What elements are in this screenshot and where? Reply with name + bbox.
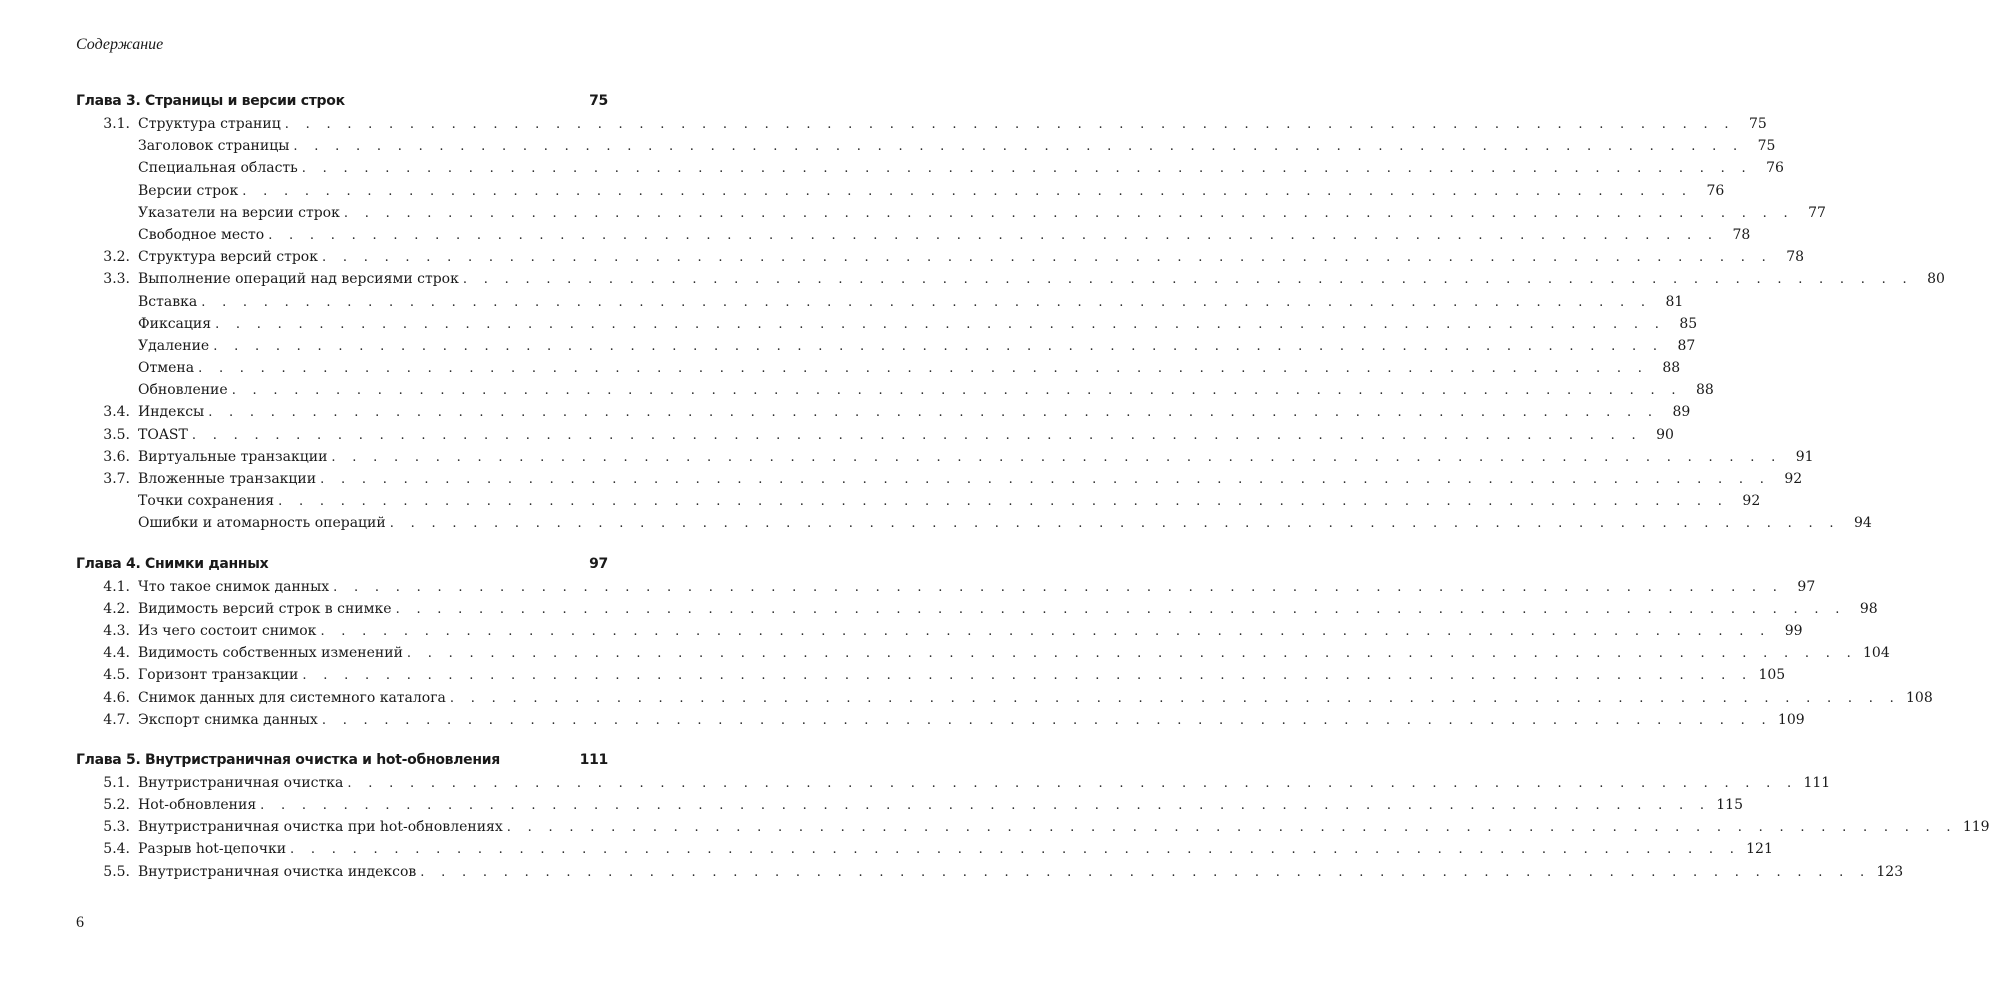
section-number: 4.2. <box>103 600 130 617</box>
toc-section-entry[interactable] <box>76 246 1805 268</box>
dot-leader: . . . . . . . . . . . . . . . . . . . . . . . . . . . . . . . . . . . . . . . . . . . . . . . . . . . . . . . . . . . . . . . . . . . . . . <box>301 161 1752 177</box>
dot-leader: . . . . . . . . . . . . . . . . . . . . . . . . . . . . . . . . . . . . . . . . . . . . . . . . . . . . . . . . . . . . . . . . . . . . . . <box>260 798 1711 814</box>
dot-leader: . . . . . . . . . . . . . . . . . . . . . . . . . . . . . . . . . . . . . . . . . . . . . . . . . . . . . . . . . . . . . . . . . . . . . . <box>231 383 1682 399</box>
section-page: 91 <box>1795 448 1814 465</box>
section-number: 4.7. <box>103 711 130 728</box>
section-page: 75 <box>1748 116 1767 132</box>
section-number: 5.2. <box>103 797 130 814</box>
section-page: 92 <box>1784 471 1803 487</box>
section-page: 90 <box>1656 426 1674 443</box>
chapter-spacer <box>76 535 608 552</box>
section-title: Удаление <box>138 337 210 354</box>
section-title: Что такое снимок данных <box>138 578 330 595</box>
dot-leader: . . . . . . . . . . . . . . . . . . . . . . . . . . . . . . . . . . . . . . . . . . . . . . . . . . . . . . . . . . . . . . . . . . . . . . <box>278 494 1729 510</box>
chapter-page: 97 <box>589 555 608 572</box>
section-page: 80 <box>1927 271 1945 288</box>
section-page: 109 <box>1777 711 1805 728</box>
section-title: Обновление <box>138 382 228 399</box>
section-page: 97 <box>1797 578 1816 595</box>
running-head: Содержание <box>76 36 164 53</box>
toc-subsection-entry[interactable] <box>76 180 1725 202</box>
section-page: 119 <box>1962 819 1990 836</box>
chapter-page: 111 <box>579 751 608 768</box>
chapter-page: 75 <box>589 93 608 109</box>
dot-leader: . . . . . . . . . . . . . . . . . . . . . . . . . . . . . . . . . . . . . . . . . . . . . . . . . . . . . . . . . . . . . . . . . . . . . . <box>321 250 1773 266</box>
section-number: 3.5. <box>103 426 130 443</box>
dot-leader: . . . . . . . . . . . . . . . . . . . . . . . . . . . . . . . . . . . . . . . . . . . . . . . . . . . . . . . . . . . . . . . . . . . . . . <box>198 361 1649 377</box>
section-title: Hot-обновления <box>138 797 257 814</box>
section-page: 85 <box>1679 315 1698 332</box>
dot-leader: . . . . . . . . . . . . . . . . . . . . . . . . . . . . . . . . . . . . . . . . . . . . . . . . . . . . . . . . . . . . . . . . . . . . . . <box>242 183 1693 199</box>
section-page: 75 <box>1757 138 1776 155</box>
toc-subsection-entry[interactable] <box>76 202 1826 224</box>
section-title: Из чего состоит снимок <box>138 622 317 639</box>
chapter-title: Глава 3. Страницы и версии строк <box>76 93 345 109</box>
chapter-spacer <box>76 731 608 748</box>
chapter-heading[interactable] <box>76 89 608 113</box>
section-title: Заголовок страницы <box>138 138 290 155</box>
dot-leader: . . . . . . . . . . . . . . . . . . . . . . . . . . . . . . . . . . . . . . . . . . . . . . . . . . . . . . . . . . . . . . . . . . . . . . <box>449 690 1900 706</box>
section-title: Указатели на версии строк <box>138 204 340 221</box>
section-title: Внутристраничная очистка <box>138 774 344 791</box>
page-number: 6 <box>76 914 84 931</box>
section-number: 5.1. <box>103 774 130 791</box>
section-page: 92 <box>1742 493 1761 510</box>
section-page: 81 <box>1665 293 1684 310</box>
section-title: Специальная область <box>138 160 298 177</box>
section-number: 3.1. <box>103 116 130 132</box>
section-title: Выполнение операций над версиями строк <box>138 271 459 288</box>
section-page: 78 <box>1732 226 1751 243</box>
dot-leader: . . . . . . . . . . . . . . . . . . . . . . . . . . . . . . . . . . . . . . . . . . . . . . . . . . . . . . . . . . . . . . . . . . . . . . <box>331 449 1782 465</box>
section-title: Индексы <box>138 404 205 421</box>
section-page: 98 <box>1859 600 1878 617</box>
section-number: 5.4. <box>103 841 130 858</box>
section-page: 88 <box>1662 360 1681 377</box>
section-number: 4.5. <box>103 667 130 684</box>
section-title: Вложенные транзакции <box>138 471 317 487</box>
dot-leader: . . . . . . . . . . . . . . . . . . . . . . . . . . . . . . . . . . . . . . . . . . . . . . . . . . . . . . . . . . . . . . . . . . . . . . <box>302 668 1753 684</box>
dot-leader: . . . . . . . . . . . . . . . . . . . . . . . . . . . . . . . . . . . . . . . . . . . . . . . . . . . . . . . . . . . . . . . . . . . . . . <box>293 139 1744 155</box>
section-number: 4.3. <box>103 622 130 639</box>
toc-section-entry[interactable] <box>76 709 1805 731</box>
toc-section-entry[interactable] <box>76 620 1803 642</box>
toc-section-entry[interactable] <box>76 687 1933 709</box>
toc-section-entry[interactable] <box>76 401 1691 423</box>
dot-leader: . . . . . . . . . . . . . . . . . . . . . . . . . . . . . . . . . . . . . . . . . . . . . . . . . . . . . . . . . . . . . . . . . . . . . . <box>321 712 1772 728</box>
dot-leader: . . . . . . . . . . . . . . . . . . . . . . . . . . . . . . . . . . . . . . . . . . . . . . . . . . . . . . . . . . . . . . . . . . . . . . <box>191 427 1642 443</box>
section-number: 4.1. <box>103 578 130 595</box>
chapter-heading[interactable] <box>76 748 608 772</box>
dot-leader: . . . . . . . . . . . . . . . . . . . . . . . . . . . . . . . . . . . . . . . . . . . . . . . . . . . . . . . . . . . . . . . . . . . . . . <box>268 227 1719 243</box>
toc-section-entry[interactable] <box>76 598 1878 620</box>
dot-leader: . . . . . . . . . . . . . . . . . . . . . . . . . . . . . . . . . . . . . . . . . . . . . . . . . . . . . . . . . . . . . . . . . . . . . . <box>215 316 1666 332</box>
section-page: 105 <box>1758 667 1786 684</box>
dot-leader: . . . . . . . . . . . . . . . . . . . . . . . . . . . . . . . . . . . . . . . . . . . . . . . . . . . . . . . . . . . . . . . . . . . . . . <box>284 117 1735 132</box>
section-page: 76 <box>1766 160 1784 177</box>
section-number: 5.3. <box>103 819 130 836</box>
dot-leader: . . . . . . . . . . . . . . . . . . . . . . . . . . . . . . . . . . . . . . . . . . . . . . . . . . . . . . . . . . . . . . . . . . . . . . <box>406 646 1857 662</box>
toc-subsection-entry[interactable] <box>76 335 1696 357</box>
dot-leader: . . . . . . . . . . . . . . . . . . . . . . . . . . . . . . . . . . . . . . . . . . . . . . . . . . . . . . . . . . . . . . . . . . . . . . <box>420 864 1871 880</box>
section-title: Внутристраничная очистка индексов <box>138 863 417 880</box>
toc-section-entry[interactable] <box>76 642 1890 664</box>
toc-section-entry[interactable] <box>76 576 1816 598</box>
dot-leader: . . . . . . . . . . . . . . . . . . . . . . . . . . . . . . . . . . . . . . . . . . . . . . . . . . . . . . . . . . . . . . . . . . . . . . <box>320 472 1771 487</box>
section-title: Видимость версий строк в снимке <box>138 600 392 617</box>
toc-subsection-entry[interactable] <box>76 379 1714 401</box>
section-page: 77 <box>1808 204 1826 221</box>
toc-subsection-entry[interactable] <box>76 291 1684 313</box>
dot-leader: . . . . . . . . . . . . . . . . . . . . . . . . . . . . . . . . . . . . . . . . . . . . . . . . . . . . . . . . . . . . . . . . . . . . . . <box>462 272 1913 288</box>
chapter-title: Глава 5. Внутристраничная очистка и hot-обновления <box>76 751 500 768</box>
section-title: Отмена <box>138 360 195 377</box>
toc-section-entry[interactable] <box>76 794 1743 816</box>
dot-leader: . . . . . . . . . . . . . . . . . . . . . . . . . . . . . . . . . . . . . . . . . . . . . . . . . . . . . . . . . . . . . . . . . . . . . . <box>343 205 1794 221</box>
section-title: Свободное место <box>138 226 265 243</box>
toc-subsection-entry[interactable] <box>76 313 1698 335</box>
toc-section-entry[interactable] <box>76 772 1831 794</box>
dot-leader: . . . . . . . . . . . . . . . . . . . . . . . . . . . . . . . . . . . . . . . . . . . . . . . . . . . . . . . . . . . . . . . . . . . . . . <box>395 601 1846 617</box>
section-page: 108 <box>1906 689 1933 706</box>
toc-subsection-entry[interactable] <box>76 357 1681 379</box>
toc-subsection-entry[interactable] <box>76 157 1784 179</box>
toc-section-entry[interactable] <box>76 268 1945 290</box>
section-number: 4.4. <box>103 645 130 662</box>
dot-leader: . . . . . . . . . . . . . . . . . . . . . . . . . . . . . . . . . . . . . . . . . . . . . . . . . . . . . . . . . . . . . . . . . . . . . . <box>213 338 1664 354</box>
section-page: 76 <box>1706 182 1725 199</box>
section-title: Виртуальные транзакции <box>138 448 328 465</box>
section-title: TOAST <box>138 426 188 443</box>
table-of-contents <box>76 89 1990 883</box>
dot-leader: . . . . . . . . . . . . . . . . . . . . . . . . . . . . . . . . . . . . . . . . . . . . . . . . . . . . . . . . . . . . . . . . . . . . . . <box>208 405 1659 421</box>
section-number: 3.6. <box>103 448 130 465</box>
section-number: 3.7. <box>103 471 130 487</box>
section-title: Разрыв hot-цепочки <box>138 841 287 858</box>
toc-subsection-entry[interactable] <box>76 224 1751 246</box>
toc-section-entry[interactable] <box>76 113 1767 135</box>
section-page: 123 <box>1876 863 1904 880</box>
dot-leader: . . . . . . . . . . . . . . . . . . . . . . . . . . . . . . . . . . . . . . . . . . . . . . . . . . . . . . . . . . . . . . . . . . . . . . <box>506 820 1957 836</box>
toc-section-entry[interactable] <box>76 816 1990 838</box>
dot-leader: . . . . . . . . . . . . . . . . . . . . . . . . . . . . . . . . . . . . . . . . . . . . . . . . . . . . . . . . . . . . . . . . . . . . . . <box>389 516 1840 532</box>
section-page: 115 <box>1716 797 1743 814</box>
chapter-title: Глава 4. Снимки данных <box>76 555 269 572</box>
section-page: 94 <box>1854 515 1872 532</box>
section-title: Версии строк <box>138 182 239 199</box>
section-title: Горизонт транзакции <box>138 667 299 684</box>
toc-subsection-entry[interactable] <box>76 135 1776 157</box>
section-title: Ошибки и атомарность операций <box>138 515 386 532</box>
section-page: 111 <box>1803 774 1831 791</box>
toc-subsection-entry[interactable] <box>76 490 1761 512</box>
toc-section-entry[interactable] <box>76 446 1814 468</box>
toc-section-entry[interactable] <box>76 861 1904 883</box>
toc-section-entry[interactable] <box>76 468 1803 490</box>
dot-leader: . . . . . . . . . . . . . . . . . . . . . . . . . . . . . . . . . . . . . . . . . . . . . . . . . . . . . . . . . . . . . . . . . . . . . . <box>290 842 1741 858</box>
dot-leader: . . . . . . . . . . . . . . . . . . . . . . . . . . . . . . . . . . . . . . . . . . . . . . . . . . . . . . . . . . . . . . . . . . . . . . <box>333 579 1784 595</box>
section-title: Видимость собственных изменений <box>138 645 403 662</box>
toc-section-entry[interactable] <box>76 838 1773 860</box>
section-title: Экспорт снимка данных <box>138 711 318 728</box>
section-page: 121 <box>1746 841 1773 858</box>
toc-subsection-entry[interactable] <box>76 512 1872 534</box>
section-page: 88 <box>1695 382 1714 399</box>
section-page: 99 <box>1784 622 1803 639</box>
section-page: 104 <box>1863 645 1890 662</box>
section-title: Структура версий строк <box>138 249 318 266</box>
section-title: Внутристраничная очистка при hot-обновлениях <box>138 819 503 836</box>
section-number: 5.5. <box>103 863 130 880</box>
dot-leader: . . . . . . . . . . . . . . . . . . . . . . . . . . . . . . . . . . . . . . . . . . . . . . . . . . . . . . . . . . . . . . . . . . . . . . <box>347 775 1798 791</box>
dot-leader: . . . . . . . . . . . . . . . . . . . . . . . . . . . . . . . . . . . . . . . . . . . . . . . . . . . . . . . . . . . . . . . . . . . . . . <box>320 623 1771 639</box>
section-title: Вставка <box>138 293 198 310</box>
section-number: 3.4. <box>103 404 130 421</box>
section-page: 89 <box>1672 404 1691 421</box>
section-page: 78 <box>1786 249 1805 266</box>
dot-leader: . . . . . . . . . . . . . . . . . . . . . . . . . . . . . . . . . . . . . . . . . . . . . . . . . . . . . . . . . . . . . . . . . . . . . . <box>201 294 1652 310</box>
section-number: 3.2. <box>103 249 130 266</box>
section-number: 3.3. <box>103 271 130 288</box>
section-title: Фиксация <box>138 315 212 332</box>
toc-section-entry[interactable] <box>76 664 1786 686</box>
section-number: 4.6. <box>103 689 130 706</box>
chapter-heading[interactable] <box>76 552 608 576</box>
section-page: 87 <box>1677 337 1696 354</box>
toc-section-entry[interactable] <box>76 424 1674 446</box>
section-title: Снимок данных для системного каталога <box>138 689 446 706</box>
section-title: Точки сохранения <box>138 493 275 510</box>
section-title: Структура страниц <box>138 116 281 132</box>
